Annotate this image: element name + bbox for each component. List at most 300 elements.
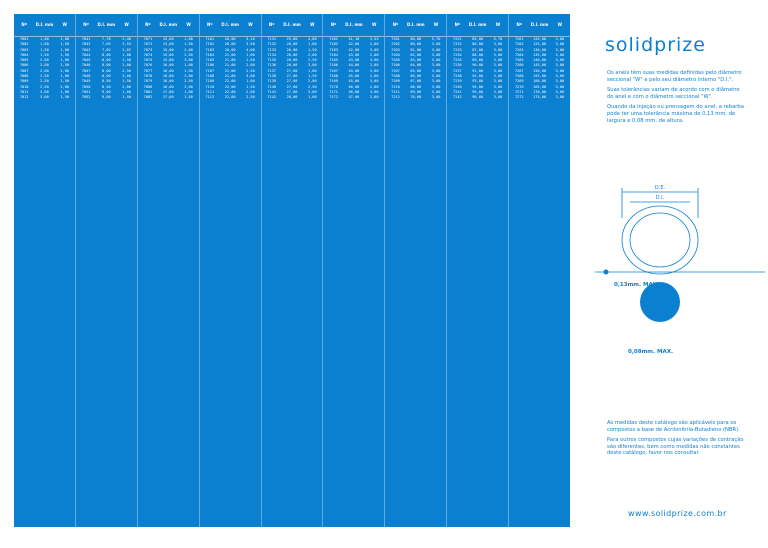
- table-rows: [385, 37, 446, 101]
- table-cell: 140,00: [533, 58, 547, 63]
- table-cell: 2,00: [307, 79, 317, 84]
- table-cell: 7049: [81, 79, 91, 84]
- header-cell: Nº: [330, 21, 337, 27]
- table-cell: 7232: [453, 42, 462, 47]
- table-cell: 4,00: [246, 47, 255, 52]
- table-cell: 2,50: [184, 79, 193, 84]
- table-cell: 1,50: [60, 95, 70, 100]
- table-cell: 3,00: [184, 84, 193, 89]
- tolerance-notes: [607, 70, 747, 128]
- table-cell: 1,00: [246, 52, 255, 57]
- header-cell: Nº: [21, 21, 27, 27]
- table-cell: 8,00: [102, 58, 111, 63]
- table-cell: 7110: [205, 84, 215, 89]
- table-rows: [14, 37, 75, 101]
- table-cell: 7261: [514, 37, 524, 41]
- table-cell: 3,00: [555, 89, 565, 94]
- column-header: [138, 14, 199, 37]
- table-cell: 2,00: [184, 47, 193, 52]
- table-cell: 7106: [205, 63, 215, 68]
- column-header: [323, 14, 384, 37]
- od-label: D.E.: [654, 185, 666, 191]
- table-cell: 7010: [19, 84, 29, 89]
- table-cell: 7072: [143, 42, 153, 47]
- table-cell: 1,00: [122, 89, 131, 94]
- table-cell: 7002: [19, 42, 29, 47]
- table-column: [200, 14, 262, 527]
- table-cell: 2,00: [369, 95, 379, 100]
- table-cell: 1,50: [307, 47, 317, 52]
- table-cell: 1,50: [60, 52, 70, 57]
- table-cell: 135,00: [533, 52, 547, 57]
- table-rows: [200, 37, 261, 101]
- header-cell: W: [310, 21, 315, 27]
- table-cell: 1,50: [184, 42, 193, 47]
- table-cell: 66,00: [410, 74, 422, 79]
- table-cell: 67,00: [410, 79, 422, 84]
- table-cell: 7163: [329, 47, 338, 52]
- table-row: [14, 95, 75, 100]
- table-cell: 7,65: [102, 42, 111, 47]
- table-cell: 85,00: [472, 37, 484, 41]
- column-header: [76, 14, 137, 37]
- table-cell: 130,00: [533, 47, 547, 52]
- table-cell: 25,00: [286, 37, 298, 41]
- header-cell: Nº: [268, 21, 275, 27]
- table-cell: 7052: [81, 95, 91, 100]
- note-flash: Quando da injeção ou prensagem do anel, a rebarba pode ter uma tolerância máxima de 0,13 mm. de largura e 0,08 mm. de altura.: [607, 104, 744, 124]
- table-cell: 7008: [19, 74, 29, 79]
- table-cell: 7073: [143, 47, 153, 52]
- table-cell: 1,00: [307, 95, 317, 100]
- table-cell: 90,00: [472, 63, 484, 68]
- table-cell: 7134: [267, 52, 277, 57]
- table-cell: 7131: [267, 37, 277, 41]
- table-cell: 64,00: [410, 63, 422, 68]
- table-cell: 7164: [329, 52, 338, 57]
- table-cell: 3,00: [493, 74, 503, 79]
- table-cell: 2,00: [369, 84, 379, 89]
- table-cell: 7205: [391, 58, 400, 63]
- table-cell: 1,50: [307, 74, 317, 79]
- table-cell: 7269: [514, 79, 524, 84]
- table-cell: 1,00: [60, 89, 70, 94]
- table-cell: 3,00: [493, 84, 503, 89]
- flash-width-label: 0,13mm. MAX.: [614, 282, 660, 288]
- header-cell: Nº: [392, 21, 399, 27]
- table-cell: 7047: [81, 68, 91, 73]
- table-cell: 91,00: [472, 68, 484, 73]
- table-cell: 3,00: [555, 42, 565, 47]
- header-cell: Nº: [145, 21, 151, 27]
- header-cell: W: [248, 21, 253, 27]
- compound-notes: [607, 420, 747, 461]
- table-cell: 160,00: [533, 79, 547, 84]
- table-row: [323, 95, 384, 100]
- table-cell: 2,62: [122, 47, 131, 52]
- table-cell: 21,00: [224, 58, 236, 63]
- table-cell: 2,00: [369, 74, 379, 79]
- table-cell: 7080: [143, 84, 153, 89]
- table-cell: 15,00: [162, 58, 174, 63]
- table-rows: [262, 37, 323, 101]
- header-cell: Nº: [516, 21, 523, 27]
- table-cell: 7111: [205, 89, 215, 94]
- table-cell: 3,00: [369, 79, 379, 84]
- table-cell: 27,00: [286, 84, 298, 89]
- table-cell: 7270: [514, 84, 524, 89]
- table-cell: 26,00: [286, 47, 298, 52]
- table-cell: 3,00: [369, 89, 379, 94]
- table-cell: 95,00: [472, 89, 484, 94]
- table-cell: 44,00: [348, 63, 360, 68]
- table-row: [447, 95, 508, 100]
- table-cell: 5,70: [431, 37, 441, 41]
- table-cell: 42,00: [348, 47, 360, 52]
- table-cell: 92,00: [472, 74, 484, 79]
- brand-logo: solidprize: [605, 34, 706, 56]
- table-cell: 3,00: [431, 47, 441, 52]
- ring-inner: [630, 213, 690, 267]
- table-cell: 7135: [267, 58, 277, 63]
- table-rows: [138, 37, 199, 101]
- table-cell: 7231: [453, 37, 462, 41]
- table-cell: 7109: [205, 79, 215, 84]
- table-cell: 1,00: [184, 63, 193, 68]
- table-cell: 2,00: [369, 63, 379, 68]
- table-cell: 2,50: [307, 84, 317, 89]
- table-cell: 60,00: [410, 42, 422, 47]
- table-cell: 7167: [329, 68, 338, 73]
- table-cell: 17,00: [162, 95, 174, 100]
- header-cell: D.I. mm: [35, 21, 54, 27]
- header-cell: D.I. mm: [221, 21, 239, 27]
- table-cell: 2,00: [40, 68, 49, 73]
- table-cell: 16,00: [162, 68, 174, 73]
- table-cell: 8,50: [102, 84, 111, 89]
- table-cell: 7242: [453, 95, 462, 100]
- table-cell: 7139: [267, 79, 277, 84]
- table-column: [76, 14, 138, 527]
- table-cell: 7006: [19, 63, 29, 68]
- table-cell: 7262: [514, 42, 524, 47]
- table-cell: 3,00: [307, 89, 317, 94]
- table-row: [200, 95, 261, 100]
- table-cell: 7104: [205, 52, 215, 57]
- w-label: W: [657, 278, 663, 284]
- header-cell: W: [186, 21, 191, 27]
- table-cell: 7168: [329, 74, 338, 79]
- table-cell: 1,00: [60, 47, 70, 52]
- table-cell: 7101: [205, 37, 215, 41]
- table-cell: 3,00: [431, 89, 441, 94]
- table-cell: 3,00: [369, 47, 379, 52]
- table-cell: 8,00: [102, 68, 111, 73]
- table-cell: 46,00: [348, 84, 360, 89]
- table-cell: 3,00: [431, 68, 441, 73]
- table-row: [385, 95, 446, 100]
- table-cell: 7267: [514, 68, 524, 73]
- table-cell: 1,50: [122, 95, 131, 100]
- table-cell: 1,50: [184, 68, 193, 73]
- table-cell: 93,00: [472, 79, 484, 84]
- table-cell: 2,50: [307, 58, 317, 63]
- table-cell: 9,00: [102, 89, 111, 94]
- table-cell: 3,00: [431, 84, 441, 89]
- table-cell: 3,00: [369, 58, 379, 63]
- table-cell: 20,00: [224, 37, 236, 41]
- o-ring-diagram: [590, 178, 768, 368]
- table-cell: 3,00: [555, 74, 565, 79]
- table-cell: 7077: [143, 68, 153, 73]
- table-cell: 3,00: [40, 95, 49, 100]
- table-cell: 7165: [329, 58, 338, 63]
- table-row: [262, 95, 323, 100]
- table-cell: 22,00: [224, 84, 236, 89]
- table-cell: 7133: [267, 47, 277, 52]
- table-cell: 7108: [205, 74, 215, 79]
- table-cell: 2,50: [184, 52, 193, 57]
- table-cell: 7112: [205, 95, 215, 100]
- table-cell: 7041: [81, 37, 91, 41]
- table-cell: 7166: [329, 63, 338, 68]
- table-cell: 7001: [19, 37, 29, 41]
- table-cell: 1,00: [60, 37, 70, 41]
- table-cell: 7237: [453, 68, 462, 73]
- table-cell: 22,00: [224, 95, 236, 100]
- table-cell: 7048: [81, 74, 91, 79]
- table-cell: 1,50: [40, 47, 49, 52]
- table-cell: 7266: [514, 63, 524, 68]
- table-cell: 7233: [453, 47, 462, 52]
- ring-outer: [622, 206, 698, 274]
- table-cell: 175,00: [533, 95, 547, 100]
- table-cell: 2,00: [122, 63, 131, 68]
- table-cell: 7007: [19, 68, 29, 73]
- table-cell: 3,00: [555, 63, 565, 68]
- table-cell: 68,00: [410, 84, 422, 89]
- table-column: [509, 14, 570, 527]
- table-cell: 2,00: [40, 63, 49, 68]
- table-cell: 7202: [391, 42, 400, 47]
- header-cell: D.I. mm: [530, 21, 549, 27]
- table-cell: 22,00: [224, 79, 236, 84]
- table-cell: 7076: [143, 63, 153, 68]
- table-cell: 7271: [514, 89, 524, 94]
- table-cell: 2,00: [369, 52, 379, 57]
- table-cell: 1,50: [60, 42, 70, 47]
- table-cell: 7081: [143, 89, 153, 94]
- table-rows: [509, 37, 570, 101]
- table-cell: 3,00: [555, 37, 565, 41]
- table-cell: 27,00: [286, 89, 298, 94]
- table-cell: 21,00: [224, 52, 236, 57]
- table-cell: 7203: [391, 47, 400, 52]
- table-cell: 3,00: [555, 47, 565, 52]
- table-cell: 3,00: [493, 68, 503, 73]
- table-cell: 7012: [19, 95, 29, 100]
- table-cell: 7162: [329, 42, 338, 47]
- table-cell: 3,00: [369, 68, 379, 73]
- table-columns: [14, 14, 570, 527]
- table-cell: 7241: [453, 89, 462, 94]
- table-cell: 1,50: [122, 79, 131, 84]
- header-cell: D.I. mm: [159, 21, 178, 27]
- table-cell: 45,00: [348, 79, 360, 84]
- table-cell: 7078: [143, 74, 153, 79]
- ring-cross-section: [640, 282, 680, 322]
- column-header: [447, 14, 508, 37]
- table-cell: 3,00: [493, 95, 503, 100]
- table-cell: 7011: [19, 89, 29, 94]
- table-cell: 7161: [329, 37, 338, 41]
- table-cell: 3,00: [122, 74, 131, 79]
- info-panel: [590, 0, 768, 548]
- table-cell: 3,00: [493, 63, 503, 68]
- table-cell: 8,00: [102, 52, 111, 57]
- table-cell: 7140: [267, 84, 277, 89]
- table-cell: 7138: [267, 74, 277, 79]
- table-cell: 7211: [391, 89, 400, 94]
- table-cell: 3,53: [369, 37, 379, 41]
- table-cell: 89,00: [472, 58, 484, 63]
- table-cell: 42,00: [348, 42, 360, 47]
- table-cell: 87,00: [472, 47, 484, 52]
- header-cell: D.I. mm: [283, 21, 301, 27]
- table-cell: 3,00: [555, 52, 565, 57]
- table-cell: 1,00: [246, 79, 255, 84]
- flash-marker: [604, 270, 609, 275]
- table-cell: 7240: [453, 84, 462, 89]
- table-cell: 26,00: [286, 42, 298, 47]
- table-cell: 7171: [329, 89, 338, 94]
- table-cell: 165,00: [533, 84, 547, 89]
- table-cell: 7272: [514, 95, 524, 100]
- table-cell: 26,00: [286, 58, 298, 63]
- header-cell: W: [495, 21, 501, 27]
- table-cell: 2,50: [40, 84, 49, 89]
- table-cell: 3,00: [493, 89, 503, 94]
- column-header: [385, 14, 446, 37]
- table-cell: 16,00: [162, 74, 174, 79]
- table-cell: 28,00: [286, 95, 298, 100]
- table-cell: 7206: [391, 63, 400, 68]
- table-cell: 2,00: [184, 74, 193, 79]
- table-cell: 3,00: [493, 52, 503, 57]
- table-column: [138, 14, 200, 527]
- table-cell: 3,00: [493, 47, 503, 52]
- table-cell: 3,00: [493, 42, 503, 47]
- table-cell: 16,00: [162, 79, 174, 84]
- table-cell: 7132: [267, 42, 277, 47]
- table-cell: 1,50: [184, 95, 193, 100]
- id-label: D.I.: [655, 195, 665, 201]
- header-cell: W: [371, 21, 377, 27]
- table-cell: 3,50: [246, 42, 255, 47]
- table-cell: 1,50: [122, 58, 131, 63]
- header-cell: D.I. mm: [468, 21, 487, 27]
- table-cell: 7238: [453, 74, 462, 79]
- table-cell: 7265: [514, 58, 524, 63]
- table-cell: 16,00: [162, 84, 174, 89]
- table-cell: 7141: [267, 89, 277, 94]
- table-cell: 16,00: [162, 63, 174, 68]
- table-cell: 145,00: [533, 63, 547, 68]
- website-url: www.solidprize.com.br: [628, 509, 727, 518]
- table-cell: 2,00: [40, 58, 49, 63]
- table-row: [138, 95, 199, 100]
- note-consult: Para outros compostos cujas variações de contração são diferentes, bem como medidas não constantes deste catálogo, favor nos consultar.: [607, 437, 744, 457]
- table-cell: 94,00: [472, 84, 484, 89]
- table-cell: 70,00: [410, 95, 422, 100]
- table-cell: 2,50: [122, 68, 131, 73]
- table-cell: 7,70: [102, 37, 111, 41]
- o-ring-size-table: [14, 14, 570, 527]
- table-cell: 7170: [329, 84, 338, 89]
- table-cell: 7103: [205, 47, 215, 52]
- table-cell: 7264: [514, 52, 524, 57]
- table-cell: 45,00: [348, 74, 360, 79]
- table-cell: 125,00: [533, 42, 547, 47]
- table-cell: 7051: [81, 89, 91, 94]
- table-cell: 1,00: [307, 68, 317, 73]
- header-cell: D.I. mm: [97, 21, 116, 27]
- table-cell: 1,00: [40, 42, 49, 47]
- table-cell: 2,00: [246, 63, 255, 68]
- table-cell: 2,00: [369, 42, 379, 47]
- table-cell: 1,00: [184, 89, 193, 94]
- table-cell: 43,00: [348, 52, 360, 57]
- table-cell: 7136: [267, 63, 277, 68]
- table-cell: 3,00: [431, 52, 441, 57]
- table-cell: 1,50: [246, 58, 255, 63]
- table-cell: 3,10: [246, 37, 255, 41]
- table-cell: 1,00: [40, 37, 49, 41]
- table-cell: 3,00: [555, 84, 565, 89]
- table-cell: 7172: [329, 95, 338, 100]
- table-cell: 7169: [329, 79, 338, 84]
- table-cell: 3,00: [431, 58, 441, 63]
- table-cell: 3,00: [555, 68, 565, 73]
- table-cell: 8,00: [102, 63, 111, 68]
- table-cell: 96,00: [472, 95, 484, 100]
- table-cell: 1,50: [60, 79, 70, 84]
- table-cell: 7042: [81, 42, 91, 47]
- table-cell: 3,00: [555, 95, 565, 100]
- table-cell: 88,00: [472, 52, 484, 57]
- table-cell: 9,00: [102, 95, 111, 100]
- table-column: [385, 14, 447, 527]
- table-cell: 3,00: [431, 74, 441, 79]
- table-cell: 41,10: [348, 37, 360, 41]
- table-cell: 62,00: [410, 52, 422, 57]
- header-cell: Nº: [207, 21, 213, 27]
- table-cell: 1,00: [184, 37, 193, 41]
- table-cell: 7239: [453, 79, 462, 84]
- table-cell: 15,00: [162, 37, 174, 41]
- table-cell: 7102: [205, 42, 215, 47]
- table-cell: 3,00: [431, 42, 441, 47]
- table-cell: 27,00: [286, 79, 298, 84]
- table-rows: [76, 37, 137, 101]
- table-cell: 1,50: [246, 84, 255, 89]
- table-cell: 7074: [143, 52, 153, 57]
- table-column: [447, 14, 509, 527]
- table-cell: 2,00: [307, 52, 317, 57]
- table-cell: 3,00: [431, 63, 441, 68]
- header-cell: W: [62, 21, 67, 27]
- table-cell: 1,00: [307, 42, 317, 47]
